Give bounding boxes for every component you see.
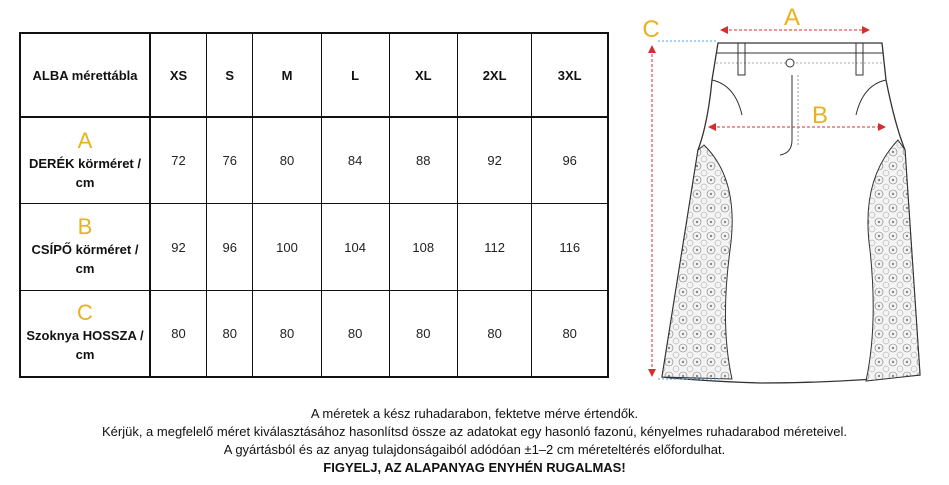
cell-hip-l: 104 <box>321 204 389 291</box>
marker-letter-a: A <box>783 5 801 31</box>
waist-arrow-head-left <box>720 26 728 34</box>
cell-length-xl: 80 <box>389 290 457 377</box>
row-letter-b: B <box>77 214 93 240</box>
note-tolerance: A gyártásból és az anyag tulajdonságaiból adódóan ±1–2 cm méreteltérés előfordulhat. <box>223 442 726 457</box>
length-arrow-head-bottom <box>648 369 656 377</box>
cell-hip-m: 100 <box>253 204 321 291</box>
size-header-m: M <box>253 33 321 117</box>
table-title: ALBA mérettábla <box>20 33 150 117</box>
note-warning: FIGYELJ, AZ ALAPANYAG ENYHÉN RUGALMAS! <box>323 460 626 475</box>
note-measurement: A méretek a kész ruhadarabon, fektetve mérve értendők. <box>310 406 639 421</box>
length-arrow-head-top <box>648 45 656 53</box>
cell-length-3xl: 80 <box>532 290 608 377</box>
size-table <box>19 32 609 378</box>
size-header-3xl: 3XL <box>532 33 608 117</box>
cell-length-2xl: 80 <box>457 290 532 377</box>
table-row-length <box>20 290 608 377</box>
cell-length-m: 80 <box>253 290 321 377</box>
table-header-row <box>20 33 608 117</box>
cell-hip-xl: 108 <box>389 204 457 291</box>
cell-hip-xs: 92 <box>150 204 207 291</box>
row-letter-c: C <box>77 300 93 326</box>
marker-letter-c: C <box>642 16 660 43</box>
cell-hip-2xl: 112 <box>457 204 532 291</box>
cell-hip-3xl: 116 <box>532 204 608 291</box>
cell-hip-s: 96 <box>207 204 253 291</box>
lace-panel-left <box>662 145 732 379</box>
table-row-waist <box>20 117 608 204</box>
row-label-length: Szoknya HOSSZA / cm <box>26 328 144 363</box>
cell-waist-xl: 88 <box>389 117 457 204</box>
size-header-l: L <box>321 33 389 117</box>
size-notes <box>0 405 949 477</box>
row-label-hip: CSÍPŐ körméret / cm <box>31 242 139 277</box>
size-header-2xl: 2XL <box>457 33 532 117</box>
cell-waist-2xl: 92 <box>457 117 532 204</box>
marker-letter-b: B <box>811 102 829 129</box>
skirt-diagram <box>620 5 940 385</box>
size-header-xs: XS <box>150 33 207 117</box>
row-header-hip <box>20 204 150 291</box>
waist-arrow-head-right <box>862 26 870 34</box>
row-header-waist <box>20 117 150 204</box>
size-header-s: S <box>207 33 253 117</box>
cell-waist-m: 80 <box>253 117 321 204</box>
cell-length-s: 80 <box>207 290 253 377</box>
skirt-button <box>786 59 794 67</box>
row-label-waist: DERÉK körméret / cm <box>29 155 141 190</box>
table-row-hip <box>20 204 608 291</box>
note-compare: Kérjük, a megfelelő méret kiválasztásához hasonlítsd össze az adatokat egy hasonló fazonú, kényelmes ruhadarabod méreteivel. <box>101 424 848 439</box>
cell-waist-xs: 72 <box>150 117 207 204</box>
cell-length-l: 80 <box>321 290 389 377</box>
row-letter-a: A <box>77 127 93 153</box>
cell-length-xs: 80 <box>150 290 207 377</box>
cell-waist-l: 84 <box>321 117 389 204</box>
cell-waist-s: 76 <box>207 117 253 204</box>
row-header-length <box>20 290 150 377</box>
size-header-xl: XL <box>389 33 457 117</box>
cell-waist-3xl: 96 <box>532 117 608 204</box>
